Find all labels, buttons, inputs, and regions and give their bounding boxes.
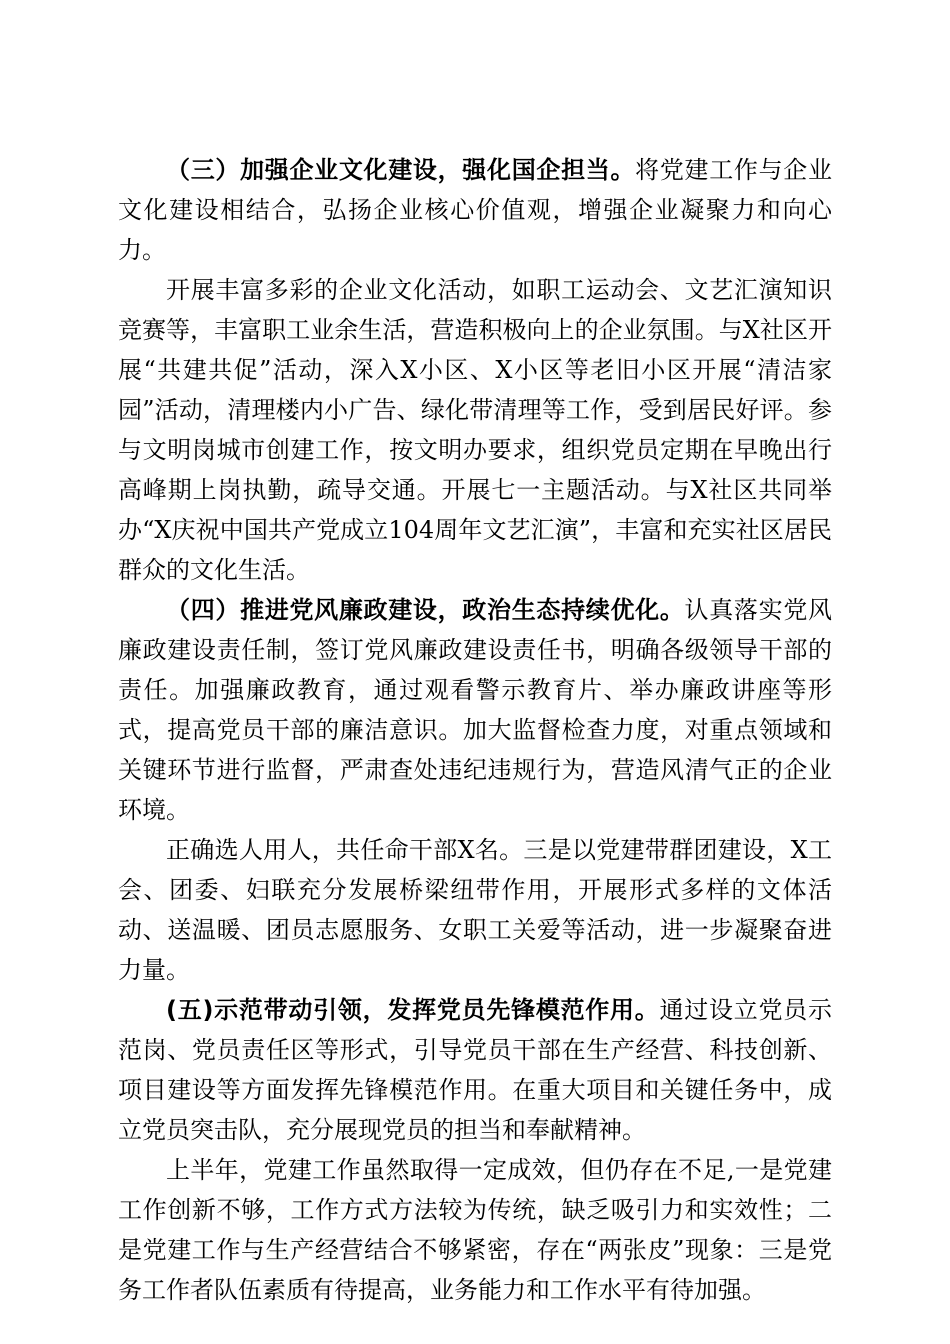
paragraph-personnel: [118, 830, 832, 990]
paragraph-section-3: [118, 150, 832, 270]
personnel-body: 正确选人用人，共任命干部X名。三是以党建带群团建设，X工会、团委、妇联充分发展桥梁纽带作用，开展形式多样的文体活动、送温暖、团员志愿服务、女职工关爱等活动，进一步凝聚奋进力量。: [118, 836, 832, 984]
paragraph-section-4: [118, 590, 832, 830]
section-5-heading: (五)示范带动引领，发挥党员先锋模范作用。: [166, 996, 660, 1024]
section-4-heading: （四）推进党风廉政建设，政治生态持续优化。: [166, 596, 685, 624]
section-4-body: 认真落实党风廉政建设责任制，签订党风廉政建设责任书，明确各级领导干部的责任。加强廉政教育，通过观看警示教育片、举办廉政讲座等形式，提高党员干部的廉洁意识。加大监督检查力度，对重点领域和关键环节进行监督，严肃查处违纪违规行为，营造风清气正的企业环境。: [118, 596, 833, 824]
paragraph-culture-activities: [118, 270, 832, 590]
paragraph-shortcomings: [118, 1150, 832, 1310]
document-body: [118, 150, 832, 1310]
shortcomings-body: 上半年，党建工作虽然取得一定成效，但仍存在不足,一是党建工作创新不够，工作方式方法较为传统，缺乏吸引力和实效性；二是党建工作与生产经营结合不够紧密，存在“两张皮”现象：三是党务工作者队伍素质有待提高，业务能力和工作水平有待加强。: [118, 1156, 832, 1304]
section-3-body: 将党建工作与企业文化建设相结合，弘扬企业核心价值观，增强企业凝聚力和向心力。: [118, 156, 833, 264]
paragraph-section-5: [118, 990, 832, 1150]
culture-activities-body: 开展丰富多彩的企业文化活动，如职工运动会、文艺汇演知识竞赛等，丰富职工业余生活，营造积极向上的企业氛围。与X社区开展“共建共促”活动，深入X小区、X小区等老旧小区开展“清洁家园”活动，清理楼内小广告、绿化带清理等工作，受到居民好评。参与文明岗城市创建工作，按文明办要求，组织党员定期在早晚出行高峰期上岗执勤，疏导交通。开展七一主题活动。与X社区共同举办“X庆祝中国共产党成立104周年文艺汇演”，丰富和充实社区居民群众的文化生活。: [118, 276, 832, 584]
section-3-heading: （三）加强企业文化建设，强化国企担当。: [166, 156, 636, 184]
section-5-body: 通过设立党员示范岗、党员责任区等形式，引导党员干部在生产经营、科技创新、项目建设等方面发挥先锋模范作用。在重大项目和关键任务中，成立党员突击队，充分展现党员的担当和奉献精神。: [118, 996, 833, 1144]
